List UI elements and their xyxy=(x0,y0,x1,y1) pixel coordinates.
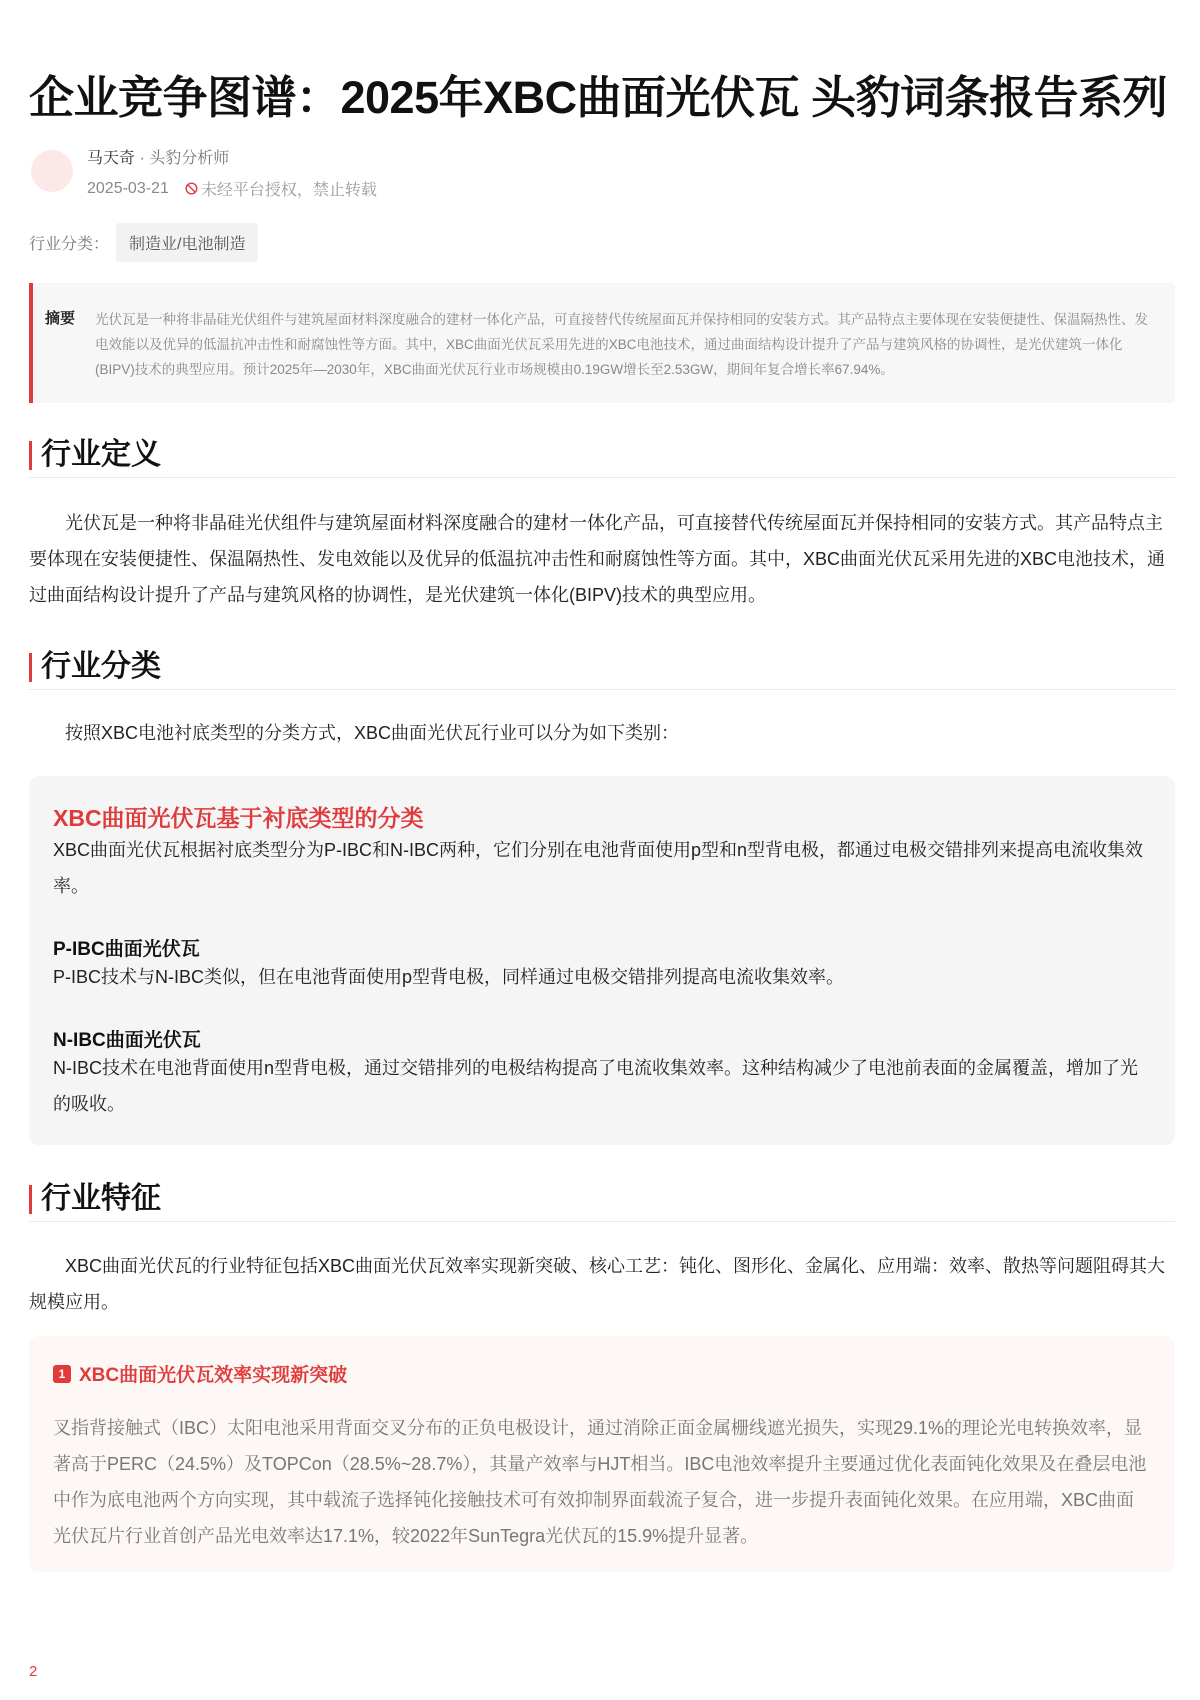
heading-accent-bar xyxy=(29,1185,32,1214)
section-features-title: 行业特征 xyxy=(41,1182,161,1215)
section-definition-title: 行业定义 xyxy=(41,438,161,471)
section-classification-text: 按照XBC电池衬底类型的分类方式，XBC曲面光伏瓦行业可以分为如下类别： xyxy=(65,723,680,743)
classification-item-text: N-IBC技术在电池背面使用n型背电极，通过交错排列的电极结构提高了电流收集效率。这种结构减少了电池前表面的金属覆盖，增加了光的吸收。 xyxy=(53,1058,1139,1114)
summary-text: 光伏瓦是一种将非晶硅光伏组件与建筑屋面材料深度融合的建材一体化产品，可直接替代传统屋面瓦并保持相同的安装方式。其产品特点主要体现在安装便捷性、保温隔热性、发电效能以及优异的低温抗冲击性和耐腐蚀性等方面。其中，XBC曲面光伏瓦采用先进的XBC电池技术，通过曲面结构设计提升了产品与建筑风格的协调性，是光伏建筑一体化(BIPV)技术的典型应用。预计2025年—2030年，XBC曲面光伏瓦行业市场规模由0.19GW增长至2.53GW，期间年复合增长率67.94%。 xyxy=(95,312,1148,377)
rights-notice-text: 未经平台授权，禁止转载 xyxy=(200,182,377,199)
section-definition-heading xyxy=(29,430,1175,478)
industry-classification xyxy=(29,223,258,262)
section-definition-text: 光伏瓦是一种将非晶硅光伏组件与建筑屋面材料深度融合的建材一体化产品，可直接替代传统屋面瓦并保持相同的安装方式。其产品特点主要体现在安装便捷性、保温隔热性、发电效能以及优异的低温抗冲击性和耐腐蚀性等方面。其中，XBC曲面光伏瓦采用先进的XBC电池技术，通过曲面结构设计提升了产品与建筑风格的协调性，是光伏建筑一体化(BIPV)技术的典型应用。 xyxy=(29,513,1166,605)
publish-date: 2025-03-21 xyxy=(87,179,169,197)
classification-card xyxy=(29,776,1175,1145)
classification-item-text: P-IBC技术与N-IBC类似，但在电池背面使用p型背电极，同样通过电极交错排列提高电流收集效率。 xyxy=(53,967,845,987)
classification-item-title: N-IBC曲面光伏瓦 xyxy=(53,1030,201,1051)
section-features-text: XBC曲面光伏瓦的行业特征包括XBC曲面光伏瓦效率实现新突破、核心工艺：钝化、图形化、金属化、应用端：效率、散热等问题阻碍其大规模应用。 xyxy=(29,1256,1166,1312)
no-entry-icon xyxy=(185,182,198,195)
avatar[interactable] xyxy=(31,150,73,192)
feature-card-heading xyxy=(53,1360,347,1387)
section-features-heading xyxy=(29,1174,1175,1222)
author-name[interactable]: 马天奇 xyxy=(87,150,136,167)
section-classification-heading xyxy=(29,642,1175,690)
feature-card-title: XBC曲面光伏瓦效率实现新突破 xyxy=(79,1365,348,1386)
heading-accent-bar xyxy=(29,441,32,470)
meta-line xyxy=(87,177,377,200)
author-role: 头豹分析师 xyxy=(149,150,230,167)
page-number: 2 xyxy=(29,1663,38,1680)
feature-number-badge: 1 xyxy=(53,1365,71,1383)
heading-accent-bar xyxy=(29,653,32,682)
feature-card xyxy=(29,1336,1175,1572)
classification-item-title: P-IBC曲面光伏瓦 xyxy=(53,939,200,960)
industry-label: 行业分类： xyxy=(29,236,110,253)
author-line xyxy=(87,145,229,168)
page-title: 企业竞争图谱：2025年XBC曲面光伏瓦 头豹词条报告系列 xyxy=(29,72,1168,123)
feature-card-text: 叉指背接触式（IBC）太阳电池采用背面交叉分布的正负电极设计，通过消除正面金属栅线遮光损失，实现29.1%的理论光电转换效率，显著高于PERC（24.5%）及TOPCon（28.5%~28.7%），其量产效率与HJT相当。IBC电池效率提升主要通过优化表面钝化效果及在叠层电池中作为底电池两个方向实现，其中载流子选择钝化接触技术可有效抑制界面载流子复合，进一步提升表面钝化效果。在应用端，XBC曲面光伏瓦片行业首创产品光电效率达17.1%，较2022年SunTegra光伏瓦的15.9%提升显著。 xyxy=(53,1418,1147,1546)
classification-card-heading: XBC曲面光伏瓦基于衬底类型的分类 xyxy=(53,805,424,831)
rights-notice xyxy=(185,177,377,200)
summary-box xyxy=(29,283,1175,403)
industry-tag[interactable]: 制造业/电池制造 xyxy=(116,223,258,262)
author-separator: · xyxy=(135,150,150,167)
classification-card-intro: XBC曲面光伏瓦根据衬底类型分为P-IBC和N-IBC两种，它们分别在电池背面使用p型和n型背电极，都通过电极交错排列来提高电流收集效率。 xyxy=(53,840,1144,896)
summary-label: 摘要 xyxy=(45,310,76,327)
section-classification-title: 行业分类 xyxy=(41,650,161,683)
